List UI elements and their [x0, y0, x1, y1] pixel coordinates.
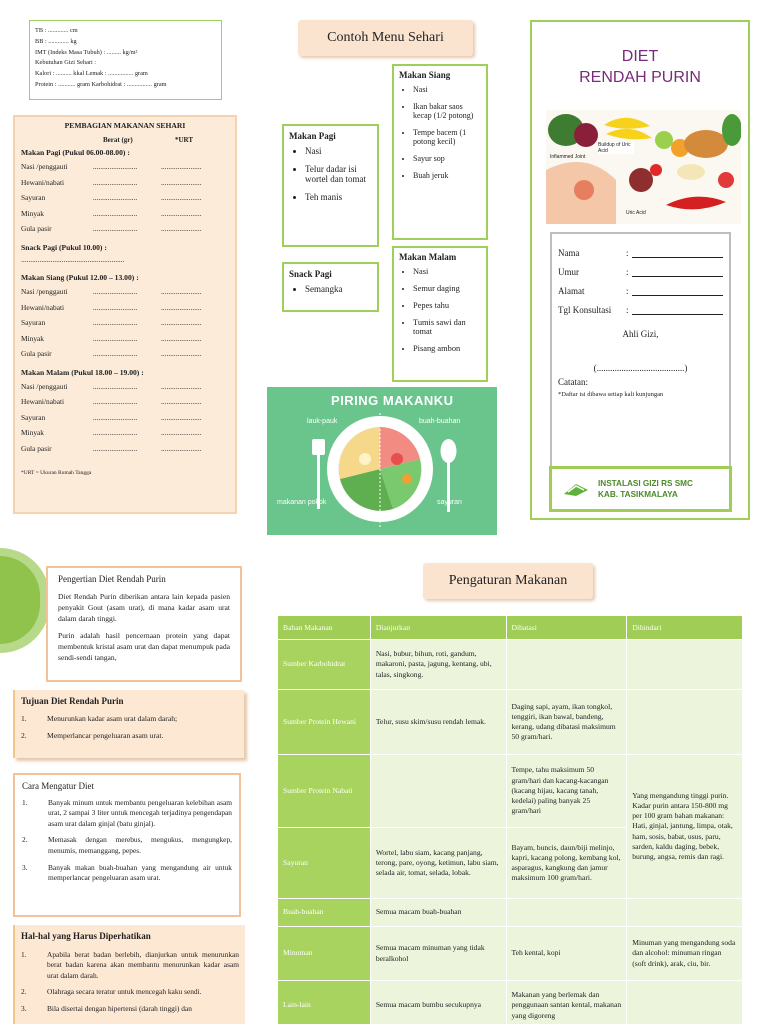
menu-makan-siang — [392, 64, 488, 240]
pengertian-title: Pengertian Diet Rendah Purin — [58, 574, 166, 584]
dots: ...................... — [160, 333, 202, 343]
dots: ...................... — [160, 443, 202, 453]
pengaturan-title-banner — [423, 563, 593, 599]
tujuan-title: Tujuan Diet Rendah Purin — [21, 696, 124, 706]
table-row — [278, 755, 743, 828]
food-item: Nasi /penggauti — [21, 381, 68, 391]
table-cell: Yang mengandung tinggi purin. Kadar purin antara 150-800 mg per 100 gram bahan makanan: Hati, ginjal, jantung, limpa, otak, ham, sosis, babat, usus, paru, sarden, kaldu daging, bebek, burung, angsa, remis dan ragi. — [627, 755, 743, 899]
food-item: Gula pasir — [21, 443, 52, 453]
table-cell — [370, 755, 506, 828]
hal-box: Hal-hal yang Harus Diperhatikan 1. Apabila berat badan berlebih, dianjurkan untuk menurunkan berat badan karena akan membantu menurunkan kadar asam urat dalam darah. 2. Olahraga secara teratur untuk mencegah kaku sendi. 3. Bila disertai dengan hipertensi (darah tinggi) dan — [13, 925, 245, 1024]
menu-item: • Nasi — [413, 267, 481, 276]
section-title: Snack Pagi (Pukul 10.00) : — [21, 242, 107, 252]
dots: ...................... — [160, 177, 202, 187]
table-cell-category: Sumber Protein Hewani — [278, 690, 371, 755]
logo-line-1: INSTALASI GIZI RS SMC — [598, 479, 693, 488]
table-cell-category: Sayuran — [278, 828, 371, 899]
menu-item: • Semur daging — [413, 284, 481, 293]
patient-line: Kalori : .......... kkal Lemak : ................ gram — [35, 70, 148, 78]
piring-title: PIRING MAKANKU — [331, 393, 454, 408]
form-label: Nama — [558, 248, 580, 258]
meal-distribution-panel — [13, 115, 237, 514]
section-title: Makan Pagi (Pukul 06.00-08.00) : — [21, 148, 130, 157]
table-row — [278, 899, 743, 927]
food-item: Hewani/nabati — [21, 177, 65, 187]
table-cell: Bayam, buncis, daun/biji melinjo, kapri, kacang polong, kembang kol, asparagus, kangkung dan jamur maksimum 100 gram/hari. — [506, 828, 627, 899]
patient-form — [550, 232, 731, 469]
label-sayuran: sayuran — [437, 499, 462, 506]
distribution-title: PEMBAGIAN MAKANAN SEHARI — [64, 121, 186, 130]
hal-item: Apabila berat badan berlebih, dianjurkan untuk menurunkan berat badan karena akan membantu menurunkan kadar asam urat dalam darah. — [47, 949, 239, 980]
table-row — [278, 927, 743, 981]
form-line-umur[interactable] — [632, 267, 723, 277]
table-cell: Tempe, tahu maksimum 50 gram/hari dan kacang-kacangan (kacang hijau, kacang tanah, kedelai) paling banyak 25 gram/hari — [506, 755, 627, 828]
food-item: Nasi /penggauti — [21, 287, 68, 296]
patient-line: BB : ............. kg — [35, 37, 77, 45]
section-title: Makan Malam (Pukul 18.00 – 19.00) : — [21, 367, 144, 377]
food-item: Gula pasir — [21, 224, 52, 233]
section-makan-siang — [21, 273, 229, 362]
form-sep: : — [626, 286, 629, 296]
form-label: Alamat — [558, 286, 585, 296]
form-line-nama[interactable] — [632, 248, 723, 258]
menu-card-title: Snack Pagi — [289, 269, 332, 279]
pengertian-p1: Diet Rendah Purin diberikan antara lain kepada pasien penyakit Gout (asam urat), di mana kadar asam urat dalam darah tinggi. — [58, 592, 230, 623]
dots: ...................... — [160, 224, 202, 233]
dots: ...................... — [160, 397, 202, 406]
dots: ...................... — [160, 428, 202, 437]
menu-item: • Tempe bacem (1 potong kecil) — [413, 128, 481, 146]
cara-item: Memasak dengan merebus, mengukus, mengungkep, menumis, memanggang, pepes. — [48, 835, 232, 855]
menu-makan-pagi — [282, 124, 379, 247]
menu-card-title: Makan Malam — [399, 252, 457, 262]
menu-snack-pagi — [282, 262, 379, 312]
menu-card-title: Makan Pagi — [289, 131, 336, 141]
dots: ........................ — [92, 381, 138, 391]
table-cell: Daging sapi, ayam, ikan tongkol, tenggiri, ikan bawal, bandeng, kerang, udang dibatasi maksimum 50 gram/hari. — [506, 690, 627, 755]
menu-item: • Telur dadar isi wortel dan tomat — [305, 164, 372, 184]
cover-title-1: DIET — [621, 48, 659, 65]
patient-line: TB : ............. cm — [35, 27, 78, 34]
hospital-logo-icon — [562, 480, 590, 498]
menu-item: • Semangka — [305, 284, 372, 294]
table-cell-category: Sumber Protein Nabati — [278, 755, 371, 828]
dots: ...................... — [160, 381, 202, 391]
dots: ........................ — [92, 287, 138, 296]
menu-title: Contoh Menu Sehari — [327, 30, 444, 45]
food-item: Sayuran — [21, 412, 46, 422]
label-buah: buah-buahan — [419, 418, 461, 425]
table-cell: Semua macam minuman yang tidak beralkohol — [370, 927, 506, 981]
food-item: Minyak — [21, 333, 44, 343]
table-header: Dibatasi — [506, 616, 627, 640]
table-row — [278, 640, 743, 690]
form-line-tgl[interactable] — [632, 305, 723, 315]
table-cell — [506, 640, 627, 690]
dots: ........................ — [92, 428, 138, 437]
catatan-note: *Daftar isi dibawa setiap kali kunjungan — [558, 391, 664, 398]
table-cell — [627, 640, 743, 690]
hal-item: Bila disertai dengan hipertensi (darah tinggi) dan — [47, 1003, 192, 1013]
menu-item: • Nasi — [413, 85, 481, 94]
plate-illustration — [267, 387, 497, 535]
cara-box: Cara Mengatur Diet 1. Banyak minum untuk membantu pengeluaran kelebihan asam urat, 2 sampai 3 liter untuk mencegah terjadinya pengendapan asam urat dalam ginjal (batu ginjal). 2. Memasak dengan merebus, mengukus, mengungkep, menumis, memanggang, pepes. 3. Banyak makan buah-buahan yang mengandung air untuk memperlancar pengeluaran asam urat. — [13, 773, 241, 917]
form-label: Umur — [558, 267, 579, 277]
cover-title-2: RENDAH PURIN — [579, 69, 701, 86]
dots: ........................ — [92, 349, 138, 358]
cara-title: Cara Mengatur Diet — [22, 781, 94, 791]
menu-item: • Tumis sawi dan tomat — [413, 318, 481, 336]
food-item: Minyak — [21, 208, 44, 218]
table-cell-category: Sumber Karbohidrat — [278, 640, 371, 690]
table-cell: Makanan yang berlemak dan penggunaan santan kental, makanan yang digoreng — [506, 981, 627, 1024]
hal-item: Olahraga secara teratur untuk mencegah kaku sendi. — [47, 987, 202, 997]
patient-line: Protein : ........... gram Karbohidrat : ................ gram — [35, 80, 167, 88]
dots: ...................... — [160, 412, 202, 422]
ahli-gizi-label: Ahli Gizi, — [622, 329, 659, 339]
dots: ........................ — [92, 412, 138, 422]
menu-item: • Buah jeruk — [413, 171, 481, 180]
dots: ........................ — [92, 443, 138, 453]
pengertian-p2: Purin adalah hasil pencernaan protein yang dapat membentuk kristal asam urat dan dapat menumpuk pada sendi-sendi tangan, — [58, 631, 230, 662]
table-cell: Semua macam bumbu secukupnya — [370, 981, 506, 1024]
food-item: Hewani/nabati — [21, 302, 65, 312]
signature-line: (.......................................) — [593, 363, 688, 373]
table-cell — [506, 899, 627, 927]
dots: ........................ — [92, 177, 138, 187]
table-cell: Teh kental, kopi — [506, 927, 627, 981]
table-row — [278, 690, 743, 755]
table-header: Dihindari — [627, 616, 743, 640]
table-cell: Semua macam buah-buahan — [370, 899, 506, 927]
form-sep: : — [626, 305, 629, 315]
food-item: Minyak — [21, 428, 44, 437]
urt-footnote: *URT = Ukuran Rumah Tangga — [21, 470, 92, 476]
dots: ........................ — [92, 208, 138, 218]
form-sep: : — [626, 248, 629, 258]
menu-card-title: Makan Siang — [399, 70, 451, 80]
table-cell — [627, 981, 743, 1024]
patient-line: IMT (Indeks Masa Tubuh) : ......... kg/m² — [35, 48, 138, 56]
img-label: Buildup of Uric Acid — [598, 142, 634, 154]
col-urt: *URT — [175, 136, 194, 144]
dots: ........................ — [92, 333, 138, 343]
table-cell — [627, 899, 743, 927]
dots: ...................... — [160, 193, 202, 202]
hal-title: Hal-hal yang Harus Diperhatikan — [21, 931, 151, 941]
food-item: Hewani/nabati — [21, 397, 65, 406]
table-cell-category: Buah-buahan — [278, 899, 371, 927]
table-cell-category: Lain-lain — [278, 981, 371, 1024]
menu-title-banner — [298, 20, 473, 56]
dots: ........................ — [92, 302, 138, 312]
patient-info-box — [29, 20, 222, 100]
pengertian-box — [46, 566, 242, 682]
table-cell-category: Minuman — [278, 927, 371, 981]
uric-acid-image — [546, 110, 741, 224]
tujuan-box: Tujuan Diet Rendah Purin 1. Menurunkan kadar asam urat dalam darah; 2. Memperlancar pengeluaran asam urat. — [13, 690, 244, 758]
food-item: Nasi /penggauti — [21, 162, 68, 171]
menu-item: • Nasi — [305, 146, 372, 156]
table-row — [278, 981, 743, 1024]
menu-item: • Teh manis — [305, 192, 372, 202]
dots: ........................ — [92, 318, 138, 327]
form-line-alamat[interactable] — [632, 286, 723, 296]
section-snack-pagi — [21, 243, 229, 268]
section-makan-pagi — [21, 148, 229, 237]
dots: ........................ — [92, 162, 138, 171]
tujuan-item: Memperlancar pengeluaran asam urat. — [47, 731, 164, 740]
form-label: Tgl Konsultasi — [558, 305, 612, 315]
menu-item: • Pisang ambon — [413, 344, 481, 353]
dots: ...................... — [160, 208, 202, 218]
pengaturan-table — [277, 615, 743, 1024]
table-cell: Wortel, labu siam, kacang panjang, terong, pare, oyong, ketimun, labu siam, selada air, tomat, selada, lobak. — [370, 828, 506, 899]
table-cell — [627, 690, 743, 755]
dots: ...................... — [160, 162, 202, 171]
cara-item: Banyak minum untuk membantu pengeluaran kelebihan asam urat, 2 sampai 3 liter untuk mencegah terjadinya pengendapan asam urat dalam ginjal (batu ginjal). — [48, 797, 232, 828]
menu-item: • Pepes tahu — [413, 301, 481, 310]
food-item: Gula pasir — [21, 349, 52, 358]
logo-line-2: KAB. TASIKMALAYA — [598, 490, 678, 499]
pengaturan-table-wrap — [277, 615, 743, 1024]
menu-item: • Sayur sop — [413, 154, 481, 163]
menu-item: • Ikan bakar saos kecap (1/2 potong) — [413, 102, 481, 120]
table-cell: Nasi, bubur, bihun, roti, gandum, makaroni, pasta, jagung, kentang, ubi, talas, singkong. — [370, 640, 506, 690]
patient-line: Kebutuhan Gizi Sehari : — [35, 59, 97, 67]
table-header: Bahan Makanan — [278, 616, 371, 640]
piring-makanku-poster — [267, 387, 497, 535]
section-title: Makan Siang (Pukul 12.00 – 13.00) : — [21, 273, 139, 282]
catatan-label: Catatan: — [558, 377, 588, 387]
table-cell: Telur, susu skim/susu rendah lemak. — [370, 690, 506, 755]
foods-and-joint-illustration — [546, 110, 741, 224]
table-cell: Minuman yang mengandung soda dan alcohol: minuman ringan (soft drink), arak, ciu, bir. — [627, 927, 743, 981]
col-berat: Berat (gr) — [103, 136, 133, 144]
dots: ........................ — [92, 193, 138, 202]
img-label: Uric Acid — [626, 210, 646, 216]
cara-item: Banyak makan buah-buahan yang mengandung air untuk memperlancar pengeluaran asam urat. — [48, 862, 232, 883]
label-makanan-pokok: makanan pokok — [277, 499, 327, 506]
pengaturan-title: Pengaturan Makanan — [448, 573, 568, 588]
dots: ........................ — [92, 224, 138, 233]
img-label: Inflammed Joint — [550, 154, 586, 160]
form-sep: : — [626, 267, 629, 277]
dots: ........................................................ — [21, 254, 125, 264]
menu-makan-malam — [392, 246, 488, 382]
dots: ...................... — [160, 349, 202, 358]
food-item: Sayuran — [21, 318, 46, 327]
tujuan-item: Menurunkan kadar asam urat dalam darah; — [47, 714, 178, 723]
dots: ...................... — [160, 287, 202, 296]
section-makan-malam — [21, 368, 229, 457]
dots: ...................... — [160, 302, 202, 312]
hospital-logo-box — [549, 466, 732, 512]
dots: ........................ — [92, 397, 138, 406]
label-lauk: lauk-pauk — [307, 418, 338, 425]
dots: ...................... — [160, 318, 202, 327]
food-item: Sayuran — [21, 193, 46, 202]
table-header: Dianjurkan — [370, 616, 506, 640]
cover-panel — [530, 20, 750, 520]
